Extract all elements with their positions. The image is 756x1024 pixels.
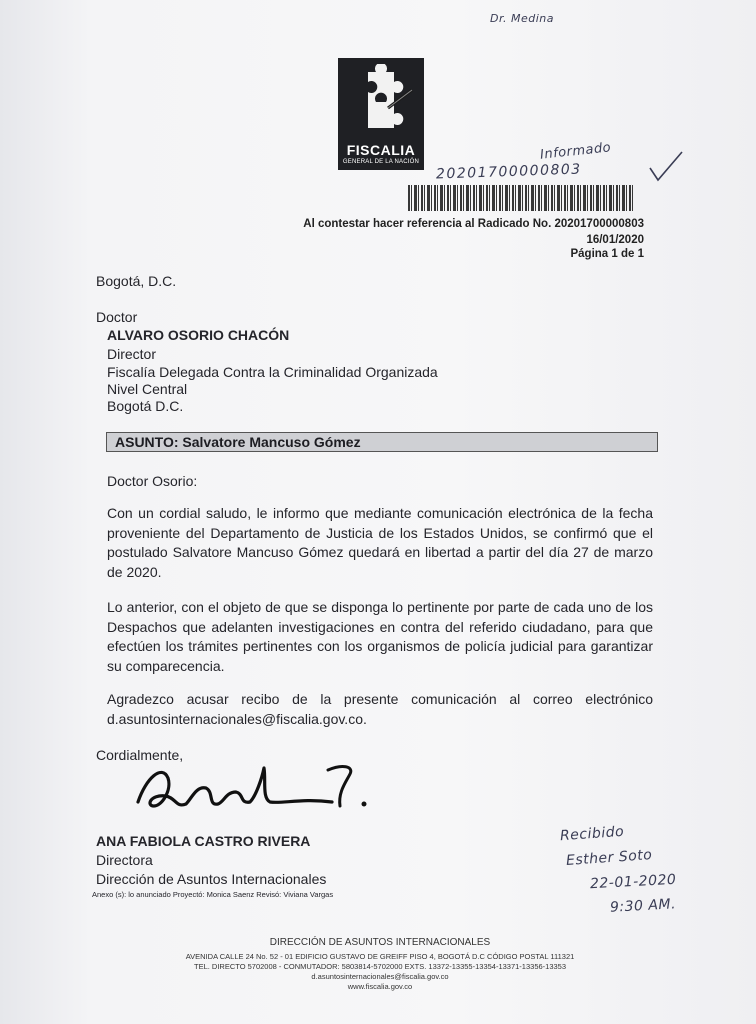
logo-subtitle: GENERAL DE LA NACIÓN [342,159,420,165]
closing: Cordialmente, [96,747,184,763]
footer-title: DIRECCIÓN DE ASUNTOS INTERNACIONALES [269,937,491,948]
received-label: Recibido [559,823,625,845]
recipient-name: ALVARO OSORIO CHACÓN [107,327,290,343]
subject-box [106,432,658,452]
body-paragraph-2: Lo anterior, con el objeto de que se disponga lo pertinente por parte de cada uno de los Despachos que adelanten investigaciones en contra del referido ciudadano, para que efectúen los trámites pertinentes con los organismos de policía judicial para garantizar su comparecencia. [107,599,653,674]
footer-phones: TEL. DIRECTO 5702008 - CONMUTADOR: 5803814-5702000 EXTS. 13372-13355-13354-13371-13356-13353 [193,962,567,971]
reference-date: 16/01/2020 [586,234,644,246]
received-by: Esther Soto [565,847,653,869]
recipient-office: Fiscalía Delegada Contra la Criminalidad Organizada [107,364,438,380]
handwritten-signature [132,758,382,820]
body-paragraph-3: Agradezco acusar recibo de la presente comunicación al correo electrónico d.asuntosinternacionales@fiscalia.gov.co. [107,691,653,727]
radicado-barcode [408,185,634,211]
greeting: Doctor Osorio: [107,473,198,489]
received-date: 22-01-2020 [589,871,677,893]
place-date: Bogotá, D.C. [96,273,177,289]
footer-address: AVENIDA CALLE 24 No. 52 - 01 EDIFICIO GUSTAVO DE GREIFF PISO 4, BOGOTÁ D.C CÓDIGO POSTAL 111321 [185,952,575,961]
recipient-level: Nivel Central [107,381,188,397]
handwritten-top-note: Dr. Medina [490,12,554,25]
recipient-city: Bogotá D.C. [107,398,184,414]
recipient-role: Director [107,346,157,362]
reference-page: Página 1 de 1 [570,248,644,260]
checkmark-icon [648,150,684,184]
signer-name: ANA FABIOLA CASTRO RIVERA [96,833,311,849]
handwritten-radicado: 20201700000803 [435,161,582,183]
body-paragraph-1: Con un cordial saludo, le informo que mediante comunicación electrónica de la fecha proveniente del Departamento de Justicia de los Estados Unidos, se confirmó que el postulado Salvatore Mancuso Gómez quedará en libertad a partir del día 27 de marzo de 2020. [107,505,653,580]
puzzle-piece-icon [348,64,414,138]
footer-web: www.fiscalia.gov.co [347,982,413,991]
reference-line: Al contestar hacer referencia al Radicado No. 20201700000803 [303,218,644,230]
logo-name: FISCALIA [346,142,416,158]
signer-role: Directora [96,852,153,868]
signer-office: Dirección de Asuntos Internacionales [96,871,327,887]
handwritten-informado: Informado [539,140,612,163]
footer-email: d.asuntosinternacionales@fiscalia.gov.co [311,972,449,981]
subject-text: ASUNTO: Salvatore Mancuso Gómez [115,434,361,450]
received-time: 9:30 AM. [609,896,677,916]
fiscalia-logo [338,58,424,170]
annex-line: Anexo (s): lo anunciado Proyectó: Monica Saenz Revisó: Viviana Vargas [92,890,334,899]
recipient-salutation: Doctor [96,309,138,325]
